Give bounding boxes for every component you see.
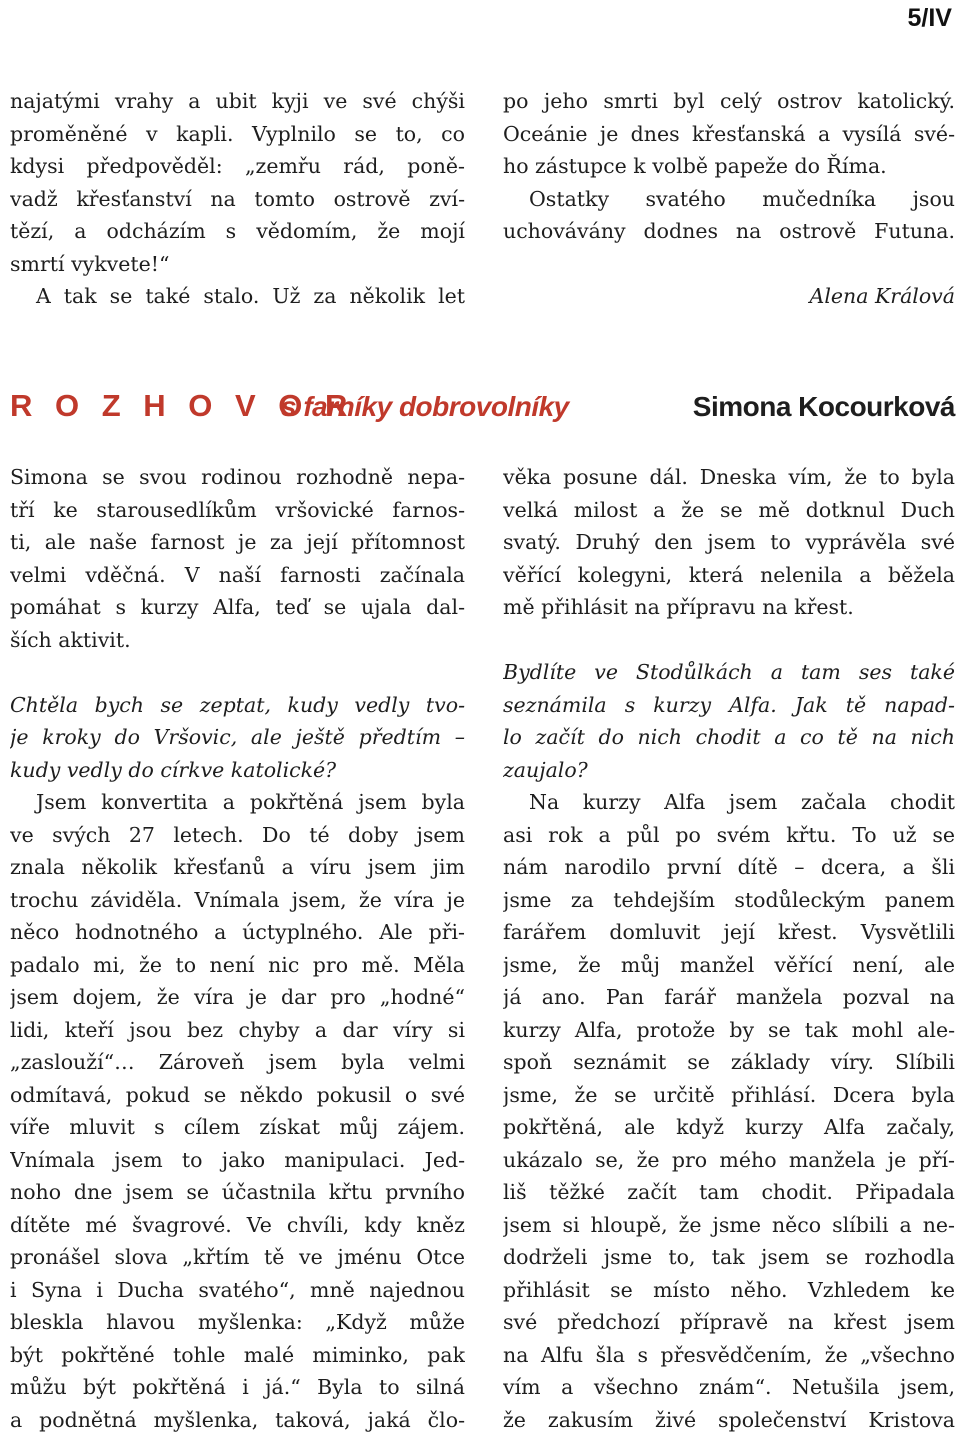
text-line: dodrželi jsme to, tak jsem se rozhodla [503,1241,955,1274]
text-line: smrtí vykvete!“ [10,248,465,281]
text-line: bleskla hlavou myšlenka: „Když může [10,1306,465,1339]
text-line: farářem domluvit její křest. Vysvětlili [503,916,955,949]
text-line: že zakusím živé společenství Kristova [503,1404,955,1436]
blank-line [10,656,465,689]
text-line: „zaslouží“… Zároveň jsem byla velmi [10,1046,465,1079]
text-line: Na kurzy Alfa jsem začala chodit [503,786,955,819]
text-line: dítěte mé švagrové. Ve chvíli, kdy kněz [10,1209,465,1242]
left-column [10,461,465,1436]
text-line: liš těžké začít tam chodit. Připadala [503,1176,955,1209]
text-line: kurzy Alfa, protože by se tak mohl ale- [503,1014,955,1047]
text-line: a podnětná myšlenka, taková, jaká člo- [10,1404,465,1436]
text-line: zaujalo? [503,754,955,787]
text-line: velká milost a že se mě dotknul Duch [503,494,955,527]
text-line: lidi, kteří jsou bez chyby a dar víry si [10,1014,465,1047]
text-line: asi rok a půl po svém křtu. To už se [503,819,955,852]
right-column [503,461,955,1436]
text-line: tří ke starousedlíkům vršovické farnos- [10,494,465,527]
text-line: vadž křesťanství na tomto ostrově zví- [10,183,465,216]
text-line: lo začít do nich chodit a co tě na nich [503,721,955,754]
text-line: pomáhat s kurzy Alfa, teď se ujala dal- [10,591,465,624]
text-line: kdysi předpověděl: „zemřu rád, poně- [10,150,465,183]
section-subtitle: s farníky dobrovolníky [281,391,569,423]
section-title: R O Z H O V O R [10,388,354,424]
text-line: znala několik křesťanů a víru jsem jim [10,851,465,884]
text-line: ve svých 27 letech. Do té doby jsem [10,819,465,852]
text-line: kudy vedly do církve katolické? [10,754,465,787]
interview-header [10,388,955,436]
text-line: seznámila s kurzy Alfa. Jak tě napad- [503,689,955,722]
text-line: ho zástupce k volbě papeže do Říma. [503,150,955,183]
text-line: proměněné v kapli. Vyplnilo se to, co [10,118,465,151]
text-line: Alena Králová [503,280,955,313]
text-line: vím a všechno znám“. Netušila jsem, [503,1371,955,1404]
text-line: můžu být pokřtěná i já.“ Byla to silná [10,1371,465,1404]
text-line: ších aktivit. [10,624,465,657]
text-line: jsem dojem, že víra je dar pro „hodné“ [10,981,465,1014]
text-line: ti, ale naše farnost je za její přítomnost [10,526,465,559]
text-line: jsme, že můj manžel věřící není, ale [503,949,955,982]
text-line: spoň seznámit se základy víry. Slíbili [503,1046,955,1079]
text-line: Ostatky svatého mučedníka jsou [503,183,955,216]
text-line: velmi vděčná. V naší farnosti začínala [10,559,465,592]
text-line: Chtěla bych se zeptat, kudy vedly tvo- [10,689,465,722]
text-line: na Alfu šla s přesvědčením, že „všechno [503,1339,955,1372]
text-line: jsme, že se určitě přihlásí. Dcera byla [503,1079,955,1112]
text-line: nám narodilo první dítě – dcera, a šli [503,851,955,884]
text-line: mě přihlásit na přípravu na křest. [503,591,955,624]
text-line: Bydlíte ve Stodůlkách a tam ses také [503,656,955,689]
text-line: ukázalo se, že pro mého manžela je pří- [503,1144,955,1177]
text-line: víře mluvit s cílem získat můj zájem. [10,1111,465,1144]
text-line: já ano. Pan farář manžela pozval na [503,981,955,1014]
text-line: pokřtěná, ale když kurzy Alfa začaly, [503,1111,955,1144]
text-line: Simona se svou rodinou rozhodně nepa- [10,461,465,494]
text-line: uchovávány dodnes na ostrově Futuna. [503,215,955,248]
text-line: jsme za tehdejším stodůleckým panem [503,884,955,917]
text-line: trochu záviděla. Vnímala jsem, že víra je [10,884,465,917]
blank-line [503,248,955,281]
text-line: jsem si hloupě, že jsme něco slíbili a ne- [503,1209,955,1242]
text-line: A tak se také stalo. Už za několik let [10,280,465,313]
text-line: být pokřtěné tohle malé miminko, pak [10,1339,465,1372]
blank-line [503,624,955,657]
interviewee-name: Simona Kocourková [693,391,955,423]
text-line: pronášel slova „křtím tě ve jménu Otce [10,1241,465,1274]
text-line: Vnímala jsem to jako manipulaci. Jed- [10,1144,465,1177]
text-line: Jsem konvertita a pokřtěná jsem byla [10,786,465,819]
text-line: po jeho smrti byl celý ostrov katolický. [503,85,955,118]
text-line: Oceánie je dnes křesťanská a vysílá své- [503,118,955,151]
text-line: věřící kolegyni, která nelenila a běžela [503,559,955,592]
top-left-column [10,85,465,313]
text-line: je kroky do Vršovic, ale ještě předtím – [10,721,465,754]
text-line: svatý. Druhý den jsem to vyprávěla své [503,526,955,559]
text-line: své předchozí přípravě na křest jsem [503,1306,955,1339]
page-number: 5/IV [908,4,952,33]
text-line: tězí, a odcházím s vědomím, že mojí [10,215,465,248]
text-line: najatými vrahy a ubit kyji ve své chýši [10,85,465,118]
text-line: i Syna i Ducha svatého“, mně najednou [10,1274,465,1307]
top-right-column [503,85,955,313]
text-line: noho dne jsem se účastnila křtu prvního [10,1176,465,1209]
text-line: něco hodnotného a úctyplného. Ale při- [10,916,465,949]
text-line: přihlásit se místo něho. Vzhledem ke [503,1274,955,1307]
text-line: věka posune dál. Dneska vím, že to byla [503,461,955,494]
text-line: odmítavá, pokud se někdo pokusil o své [10,1079,465,1112]
text-line: padalo mi, že to není nic pro mě. Měla [10,949,465,982]
